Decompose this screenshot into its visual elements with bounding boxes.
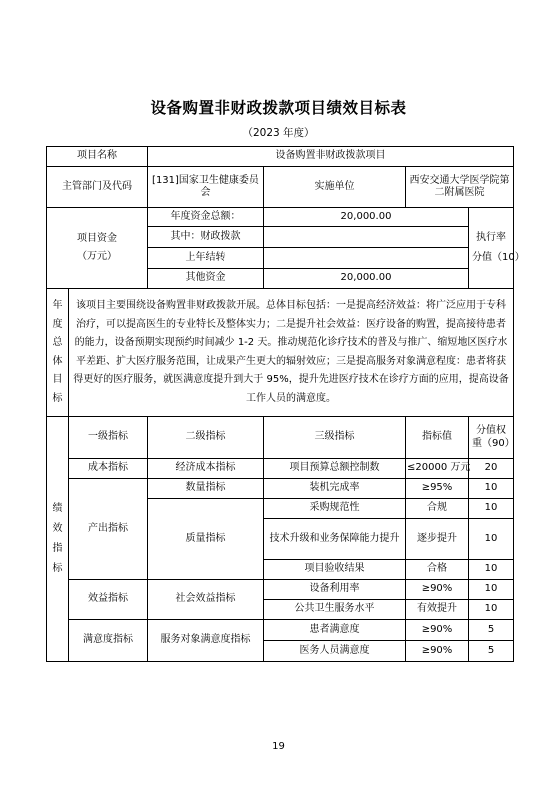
benefit-level2: 社会效益指标 bbox=[148, 580, 264, 620]
indicators-label-char: 绩 bbox=[52, 503, 63, 514]
goal-label-char: 目 bbox=[52, 374, 63, 385]
project-name-row bbox=[47, 147, 514, 167]
satisfaction-value: ≥90% bbox=[406, 620, 469, 641]
goal-label-char: 年 bbox=[52, 300, 63, 311]
funds-label-line1: 项目资金 bbox=[77, 232, 117, 244]
funds-item-label: 年度资金总额： bbox=[148, 208, 264, 227]
output-weight: 10 bbox=[469, 499, 514, 519]
output-weight: 10 bbox=[469, 519, 514, 560]
annual-goal-row bbox=[47, 289, 514, 417]
output-level3: 采购规范性 bbox=[264, 499, 406, 519]
funds-row-total bbox=[47, 208, 514, 227]
quantity-level2: 数量指标 bbox=[148, 479, 264, 499]
cost-level3: 项目预算总额控制数 bbox=[264, 459, 406, 479]
annual-goal-label bbox=[47, 289, 69, 417]
goal-label-char: 度 bbox=[52, 318, 63, 330]
header-level2: 二级指标 bbox=[148, 417, 264, 459]
header-value: 指标值 bbox=[406, 417, 469, 459]
table-row bbox=[47, 620, 514, 641]
header-level1: 一级指标 bbox=[69, 417, 148, 459]
project-name-value: 设备购置非财政拨款项目 bbox=[148, 147, 514, 167]
implementing-unit-label: 实施单位 bbox=[264, 167, 406, 208]
cost-level1: 成本指标 bbox=[69, 459, 148, 479]
benefit-value: ≥90% bbox=[406, 580, 469, 600]
table-row bbox=[47, 479, 514, 499]
indicators-label-char: 效 bbox=[52, 523, 63, 534]
cost-level2: 经济成本指标 bbox=[148, 459, 264, 479]
benefit-level3: 公共卫生服务水平 bbox=[264, 600, 406, 620]
execution-rate-cell bbox=[469, 208, 525, 289]
output-level3: 项目验收结果 bbox=[264, 560, 406, 580]
benefit-weight: 10 bbox=[469, 600, 514, 620]
benefit-level1: 效益指标 bbox=[69, 580, 148, 620]
page-title: 设备购置非财政拨款项目绩效目标表 bbox=[150, 99, 407, 117]
output-level1: 产出指标 bbox=[69, 479, 148, 580]
annual-goal-text: 该项目主要围绕设备购置非财政拨款开展。总体目标包括：一是提高经济效益：将广泛应用于专科治疗，可以提高医生的专业特长及整体实力；二是提升社会效益：医疗设备的购置，提高接待患者的能力，设备预期实现预约时间减少 1-2 天。推动规范化诊疗技术的普及与推广、缩短地区医疗水平差距、扩大医疗服务范围，让成果产生更大的辐射效应；三是提高服务对象满意程度：患者将获得更好的医疗服务，就医满意度提升到大于 95%，提升先进医疗技术在诊疗方面的应用，提高设备工作人员的满意度。 bbox=[69, 289, 514, 417]
output-value: ≥95% bbox=[406, 479, 469, 499]
output-level3: 技术升级和业务保障能力提升 bbox=[264, 519, 406, 560]
satisfaction-level2: 服务对象满意度指标 bbox=[148, 620, 264, 662]
benefit-weight: 10 bbox=[469, 580, 514, 600]
satisfaction-value: ≥90% bbox=[406, 641, 469, 662]
funds-item-label: 其中：财政拨款 bbox=[148, 227, 264, 248]
year-subtitle: （2023 年度） bbox=[242, 127, 315, 139]
benefit-value: 有效提升 bbox=[406, 600, 469, 620]
performance-goal-table bbox=[46, 146, 525, 662]
funds-item-value bbox=[264, 248, 469, 269]
execution-rate-line1: 执行率 bbox=[476, 231, 506, 243]
satisfaction-weight: 5 bbox=[469, 641, 514, 662]
satisfaction-weight: 5 bbox=[469, 620, 514, 641]
department-row bbox=[47, 167, 514, 208]
indicators-label bbox=[47, 417, 69, 662]
header-weight: 分值权重（90） bbox=[469, 417, 514, 459]
funds-item-value: 20,000.00 bbox=[264, 269, 469, 289]
output-value: 合格 bbox=[406, 560, 469, 580]
indicators-label-char: 标 bbox=[52, 563, 63, 574]
funds-label-line2: （万元） bbox=[77, 251, 117, 262]
goal-label-char: 标 bbox=[52, 392, 63, 404]
indicator-header-row bbox=[47, 417, 514, 459]
funds-item-value: 20,000.00 bbox=[264, 208, 469, 227]
indicators-label-char: 指 bbox=[52, 543, 63, 554]
department-label: 主管部门及代码 bbox=[47, 167, 148, 208]
funds-item-value bbox=[264, 227, 469, 248]
satisfaction-level1: 满意度指标 bbox=[69, 620, 148, 662]
funds-item-label: 其他资金 bbox=[148, 269, 264, 289]
output-level3: 装机完成率 bbox=[264, 479, 406, 499]
table-row bbox=[47, 580, 514, 600]
cost-weight: 20 bbox=[469, 459, 514, 479]
cost-value: ≤20000 万元 bbox=[406, 459, 469, 479]
satisfaction-level3: 医务人员满意度 bbox=[264, 641, 406, 662]
output-value: 合规 bbox=[406, 499, 469, 519]
department-value: [131]国家卫生健康委员会 bbox=[148, 167, 264, 208]
implementing-unit-value: 西安交通大学医学院第二附属医院 bbox=[406, 167, 514, 208]
execution-rate-line2: 分值（10） bbox=[472, 252, 525, 263]
output-weight: 10 bbox=[469, 560, 514, 580]
quality-level2: 质量指标 bbox=[148, 499, 264, 580]
page-number: 19 bbox=[272, 741, 285, 752]
goal-label-char: 体 bbox=[52, 355, 63, 367]
project-name-label: 项目名称 bbox=[47, 147, 148, 167]
satisfaction-level3: 患者满意度 bbox=[264, 620, 406, 641]
table-row bbox=[47, 459, 514, 479]
funds-label bbox=[47, 208, 148, 289]
goal-label-char: 总 bbox=[52, 337, 63, 348]
output-weight: 10 bbox=[469, 479, 514, 499]
header-level3: 三级指标 bbox=[264, 417, 406, 459]
benefit-level3: 设备利用率 bbox=[264, 580, 406, 600]
funds-item-label: 上年结转 bbox=[148, 248, 264, 269]
output-value: 逐步提升 bbox=[406, 519, 469, 560]
